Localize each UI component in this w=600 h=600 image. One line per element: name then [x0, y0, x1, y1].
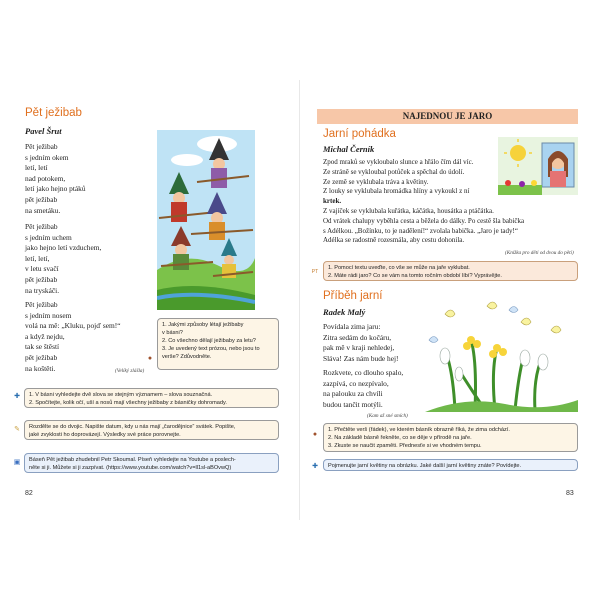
story-question-box: 1. Pomocí textu uveďte, co vše se může na jaře vyklubat. 2. Máte rádi jaro? Co se vám na tomto ročním období líbí? Vyprávějte. [323, 261, 578, 281]
poem-line: letí, letí [25, 163, 48, 173]
poem-line: v letu svačí [25, 264, 59, 274]
poem-source: (Velíký zlášla) [115, 368, 145, 374]
puzzle-icon: ✚ [312, 462, 318, 470]
poem-author: Pavel Šrut [25, 126, 62, 136]
info-box: 1. V básni vyhledejte dvě slova se stejným významem – slova souznačná. 2. Spočítejte, kolik očí, uší a nosů mají všechny ježibaby z básničky dohromady. [24, 388, 279, 408]
poem-line: s jedním uchem [25, 232, 72, 242]
poem-line: pět ježibab [25, 194, 58, 204]
story-author: Michal Černík [323, 144, 375, 154]
pt-label: PT [311, 269, 319, 275]
story-text: Zpod mraků se vykloubalo slunce a hřálo čím dál víc. Ze stráně se vykloubal potůček a spěchal do údolí. Ze země se vyklubala tráva a květiny. Z louky se vyklubala hromádka hlíny a vykoukl z ní krtek. Z vajíček se vyklubala kuřátka, káčátka, housátka a ptáčátka. Od vrátek chalupy vyběhla cesta a běžela do dálky. Po cestě šla babička s Adélkou. „Božínku, to je nadělení!“ zvolala babička. „Jaro je tady!“ Adélka se radostně rozesmála, aby cestu dohonila. [323, 158, 525, 245]
poem-line: jako hejno letí vzduchem, [25, 243, 102, 253]
poem-title: Pět ježibab [25, 107, 82, 119]
question-box: 1. Jakými způsoby létají ježibaby v básni? 2. Co všechno dělají ježibaby za letu? 3. Je uvedený text prózou, nebo jsou to verše? Zdůvodněte. [157, 318, 279, 370]
poem-line: a když nejdu, [25, 331, 65, 341]
media-box: Báseň Pět ježibab zhudebnil Petr Skoumal. Píseň vyhledejte na Youtube a poslech- něte si ji. Můžete si ji zazpívat. (https://www.youtube.com/watch?v=ll1sl-aBOvwQ) [24, 453, 279, 473]
flower-box: Pojmenujte jarní květiny na obrázku. Jaké další jarní květiny znáte? Povídejte. [323, 459, 578, 471]
poem-line: pět ježibab [25, 352, 58, 362]
poem-line: letí, letí, [25, 253, 50, 263]
poem2-question-box: 1. Přečtěte verš (řádek), ve kterém básník obrazně říká, že zima odchází. 2. Na základě básně řekněte, co se děje v přírodě na jaře. 3. Zkuste se naučit zpaměti. Přednesťe si ve vhodném tempu. [323, 423, 578, 452]
poem2-stanza-1: Povídala zima jaru: Zitra sedám do kočáru, pak mě v kraji nehledej, Sláva! Zas nám bude hej! [323, 322, 399, 363]
poem-line: Pět ježibab [25, 300, 58, 309]
page-number-right: 83 [566, 490, 574, 497]
poem2-title: Příběh jarní [323, 290, 383, 302]
poem-line: na tryskáči. [25, 285, 60, 295]
poem-line: Pět ježibab [25, 222, 58, 231]
section-header: NAJEDNOU JE JARO [317, 109, 578, 124]
poem-line: tak se štěstí [25, 342, 60, 352]
poem2-author: Radek Malý [323, 307, 366, 317]
computer-icon: ▣ [13, 458, 21, 466]
poem-line: volá na mě: „Kluku, pojď sem!“ [25, 321, 121, 331]
poem2-stanza-2: Rozkvete, co dlouho spalo, zazpívá, co nezpívalo, na palouku za chvíli budou tančit motýli. [323, 368, 404, 409]
task-box: Rozdělte se do dvojic. Napište datum, kdy u nás mají „čarodějnice“ svátek. Popište, jaké zvyklosti ho doprovázejí. Výsledky své práce porovnejte. [24, 420, 279, 440]
poem-line: s jedním okem [25, 152, 69, 162]
poem-stanza-2 [25, 222, 101, 296]
poem-line: nad potokem, [25, 173, 66, 183]
poem2-source: (Kam až sné smích) [367, 413, 408, 419]
story-source: (Knížka pro děti od dvou do pěti) [505, 250, 574, 256]
spring-flowers-illustration [425, 300, 578, 412]
story-title: Jarní pohádka [323, 128, 396, 140]
poem-stanza-1 [25, 142, 86, 216]
page-number-left: 82 [25, 490, 33, 497]
poem-line: letí jako hejno ptáků [25, 184, 86, 194]
poem-line: na smetáku. [25, 205, 61, 215]
spring-girl-illustration [498, 137, 578, 195]
puzzle-icon: ✚ [14, 392, 20, 400]
owl-icon: ● [147, 354, 153, 362]
poem-line: na koštěti. [25, 363, 56, 373]
owl-icon: ● [312, 430, 318, 438]
pair-icon: ✎ [14, 425, 20, 433]
poem-stanza-3 [25, 300, 121, 374]
poem-line: Pět ježibab [25, 142, 58, 151]
witches-illustration [157, 130, 255, 310]
poem-line: pět ježibab [25, 274, 58, 284]
poem-line: s jedním nosem [25, 310, 72, 320]
